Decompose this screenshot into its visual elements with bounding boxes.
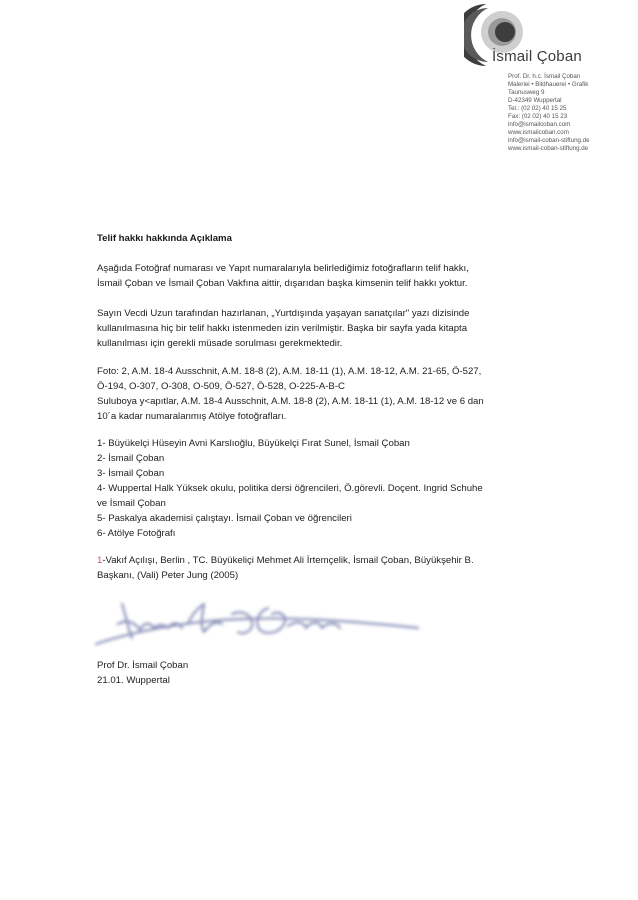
list-item: 1- Büyükelçi Hüseyin Avni Karslıoğlu, Büyükelçi Fırat Sunel, İsmail Çoban: [97, 438, 410, 449]
paragraph-line: kullanılması için gerekli müsade sorulması gerekmektedir.: [97, 338, 343, 349]
list-item: 5- Paskalya akademisi çalıştayı. İsmail Çoban ve öğrencileri: [97, 513, 352, 524]
contact-block: [508, 73, 590, 153]
signoff-block: [97, 658, 567, 688]
brand-name: İsmail Çoban: [492, 48, 582, 65]
list-item: 3- İsmail Çoban: [97, 468, 165, 479]
contact-line: Prof. Dr. h.c. İsmail Çoban: [508, 73, 581, 80]
website-line[interactable]: www.ismailcoban.com: [508, 129, 569, 136]
paragraph-line: 10´a kadar numaralanmış Atölye fotoğrafları.: [97, 411, 287, 422]
email-line[interactable]: info@ismailcoban.com: [508, 121, 571, 128]
permission-paragraph: [97, 306, 567, 351]
date-place: 21.01. Wuppertal: [97, 675, 170, 686]
caption-number: 1: [97, 555, 103, 566]
contact-line: D-42349 Wuppertal: [508, 97, 562, 104]
website-line[interactable]: www.ismail-coban-stiftung.de: [508, 145, 589, 152]
photo-numbers-paragraph: [97, 364, 567, 424]
list-item: 2- İsmail Çoban: [97, 453, 165, 464]
paragraph-line: Aşağıda Fotoğraf numarası ve Yapıt numaralarıyla belirlediğimiz fotoğrafların telif hakkı,: [97, 263, 469, 274]
paragraph-line: İsmail Çoban ve İsmail Çoban Vakfına aittir, dışarıdan başka kimsenin telif hakkı yoktur.: [97, 278, 468, 289]
contact-line: Taunusweg 9: [508, 89, 545, 96]
paragraph-line: kullanılmasına hiç bir telif hakkı istenmeden izin verilmiştir. Başka bir sayfa yada kitapta: [97, 323, 468, 334]
list-item: ve İsmail Çoban: [97, 498, 166, 509]
photo-caption-list: [97, 436, 567, 541]
phone-line: Tel.: (02 02) 40 15 25: [508, 105, 567, 112]
intro-paragraph: [97, 261, 567, 291]
list-item: 4- Wuppertal Halk Yüksek okulu, politika dersi öğrencileri, Ö.görevli. Doçent. Ingrid Schuhe: [97, 483, 483, 494]
foundation-caption: [97, 553, 567, 583]
email-line[interactable]: info@ismail-coban-stiftung.de: [508, 137, 590, 144]
list-item: 6- Atölye Fotoğrafı: [97, 528, 176, 539]
paragraph-line: Foto: 2, A.M. 18-4 Ausschnit, A.M. 18-8 (2), A.M. 18-11 (1), A.M. 18-12, A.M. 21-65, Ö-527,: [97, 366, 482, 377]
document-title: Telif hakkı hakkında Açıklama: [97, 233, 232, 244]
contact-line: Maleriei • Bildhauerei • Grafik: [508, 81, 589, 88]
caption-line: [97, 553, 567, 568]
caption-text: -Vakıf Açılışı, Berlin , TC. Büyükeliçi Mehmet Ali İrtemçelik, İsmail Çoban, Büyükşehir B.: [102, 555, 474, 566]
fax-line: Fax: (02 02) 40 15 23: [508, 113, 568, 120]
caption-line: Başkanı, (Vali) Peter Jung (2005): [97, 570, 239, 581]
signatory-name: Prof Dr. İsmail Çoban: [97, 660, 189, 671]
handwritten-signature: [92, 594, 422, 646]
paragraph-line: Sayın Vecdi Uzun tarafından hazırlanan, „Yurtdışında yaşayan sanatçılar" yazı dizisinde: [97, 308, 470, 319]
paragraph-line: Suluboya y<apıtlar, A.M. 18-4 Ausschnit, A.M. 18-8 (2), A.M. 18-11 (1), A.M. 18-12 ve 6 dan: [97, 396, 484, 407]
paragraph-line: Ö-194, O-307, O-308, O-509, Ö-527, Ö-528, O-225-A-B-C: [97, 381, 345, 392]
